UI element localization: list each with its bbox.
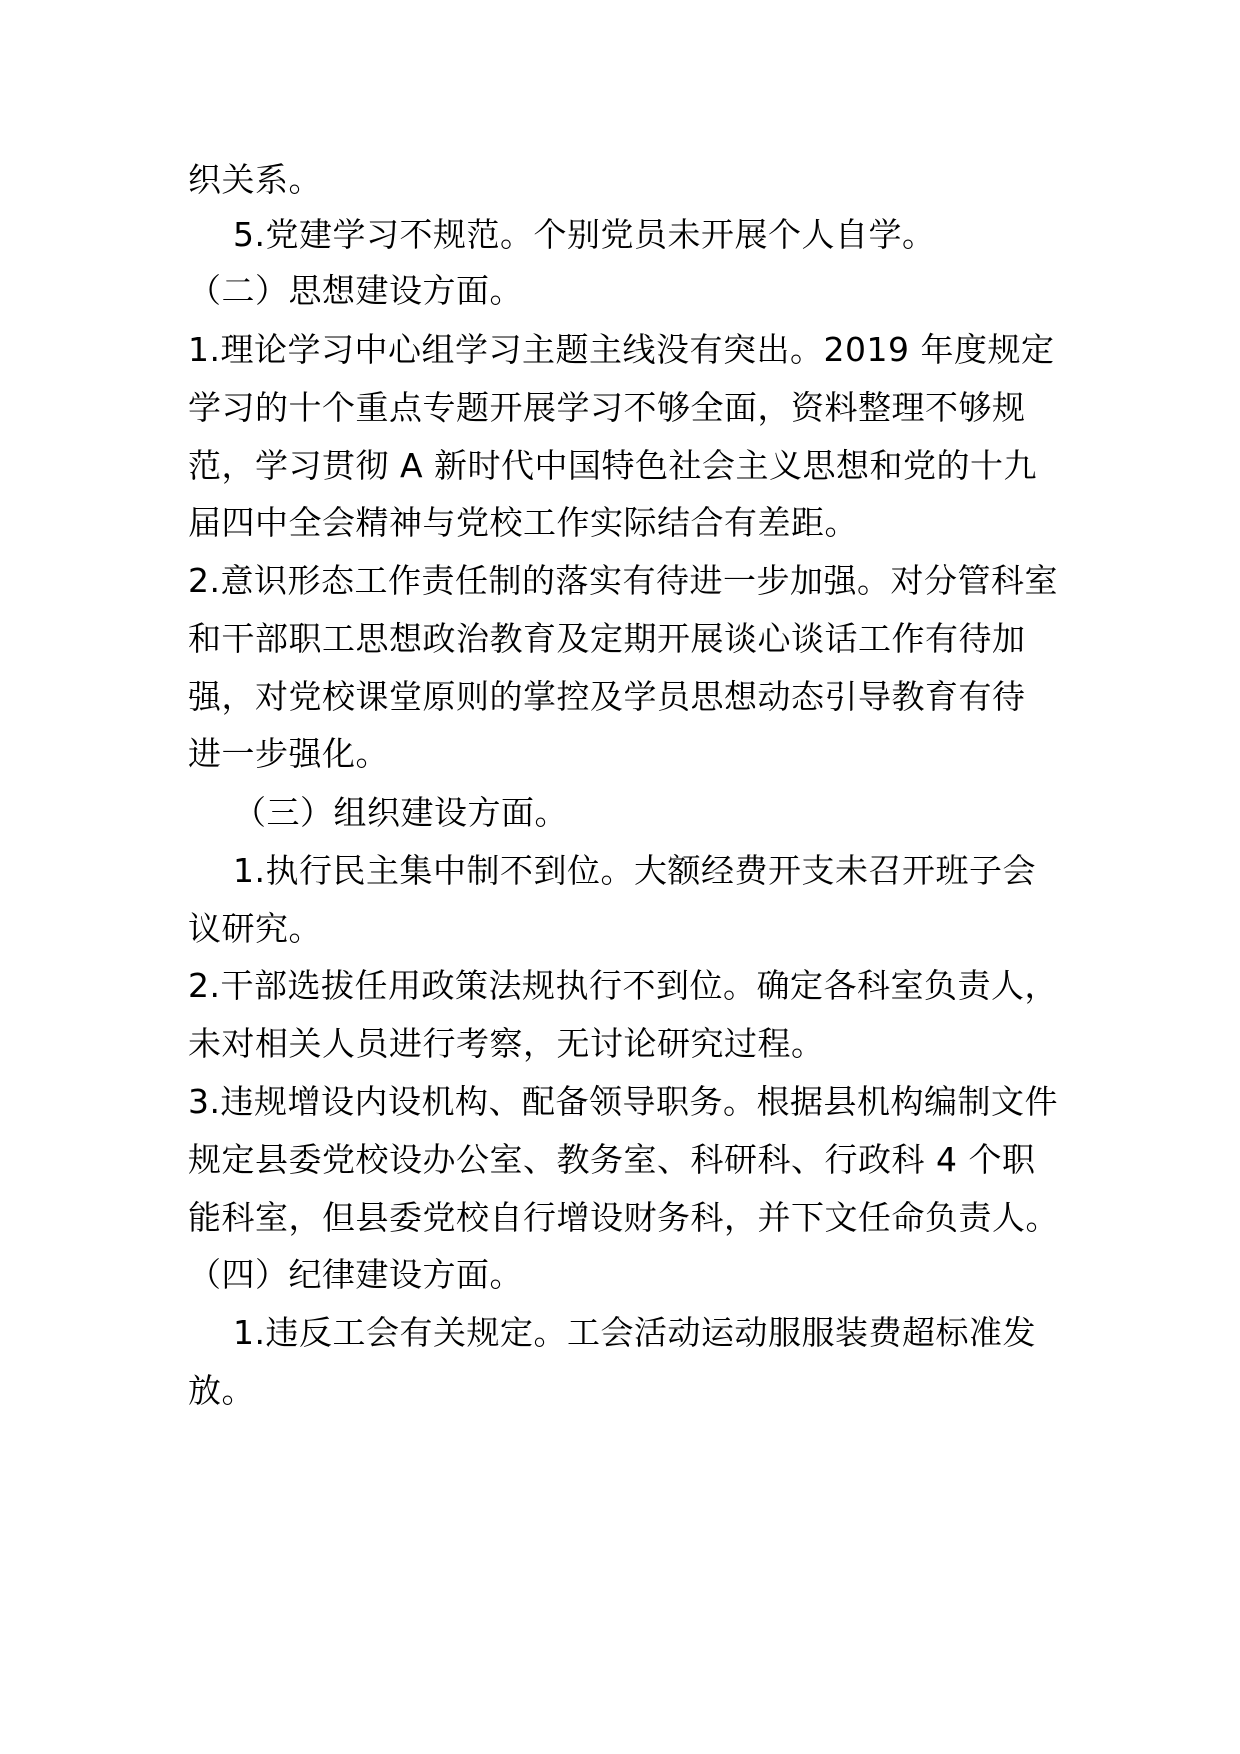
text-line: 未对相关人员进行考察，无讨论研究过程。 bbox=[188, 1024, 825, 1063]
text-line: 2.意识形态工作责任制的落实有待进一步加强。对分管科室 bbox=[188, 561, 1058, 600]
text-line: 议研究。 bbox=[188, 909, 322, 948]
section-heading: （四）纪律建设方面。 bbox=[188, 1255, 523, 1294]
text-line: 2.干部选拔任用政策法规执行不到位。确定各科室负责人， bbox=[188, 966, 1058, 1005]
text-line: 学习的十个重点专题开展学习不够全面，资料整理不够规 bbox=[188, 388, 1026, 427]
text-line: 3.违规增设内设机构、配备领导职务。根据县机构编制文件 bbox=[188, 1082, 1058, 1121]
text-line: 强，对党校课堂原则的掌控及学员思想动态引导教育有待 bbox=[188, 677, 1026, 716]
text-line: 1.执行民主集中制不到位。大额经费开支未召开班子会 bbox=[233, 851, 1036, 890]
text-line: 能科室，但县委党校自行增设财务科，并下文任命负责人。 bbox=[188, 1198, 1059, 1237]
text-line: 进一步强化。 bbox=[188, 734, 389, 773]
text-line: 1.理论学习中心组学习主题主线没有突出。2019 年度规定 bbox=[188, 330, 1055, 369]
text-line: 范，学习贯彻 A 新时代中国特色社会主义思想和党的十九 bbox=[188, 446, 1038, 485]
text-line: 放。 bbox=[188, 1371, 255, 1410]
text-line: 1.违反工会有关规定。工会活动运动服服装费超标准发 bbox=[233, 1313, 1036, 1352]
text-line: 织关系。 bbox=[188, 160, 322, 199]
section-heading: （三）组织建设方面。 bbox=[233, 793, 568, 832]
text-line: 5.党建学习不规范。个别党员未开展个人自学。 bbox=[233, 215, 936, 254]
text-line: 届四中全会精神与党校工作实际结合有差距。 bbox=[188, 503, 858, 542]
section-heading: （二）思想建设方面。 bbox=[188, 271, 523, 310]
text-line: 规定县委党校设办公室、教务室、科研科、行政科 4 个职 bbox=[188, 1140, 1036, 1179]
text-line: 和干部职工思想政治教育及定期开展谈心谈话工作有待加 bbox=[188, 619, 1026, 658]
